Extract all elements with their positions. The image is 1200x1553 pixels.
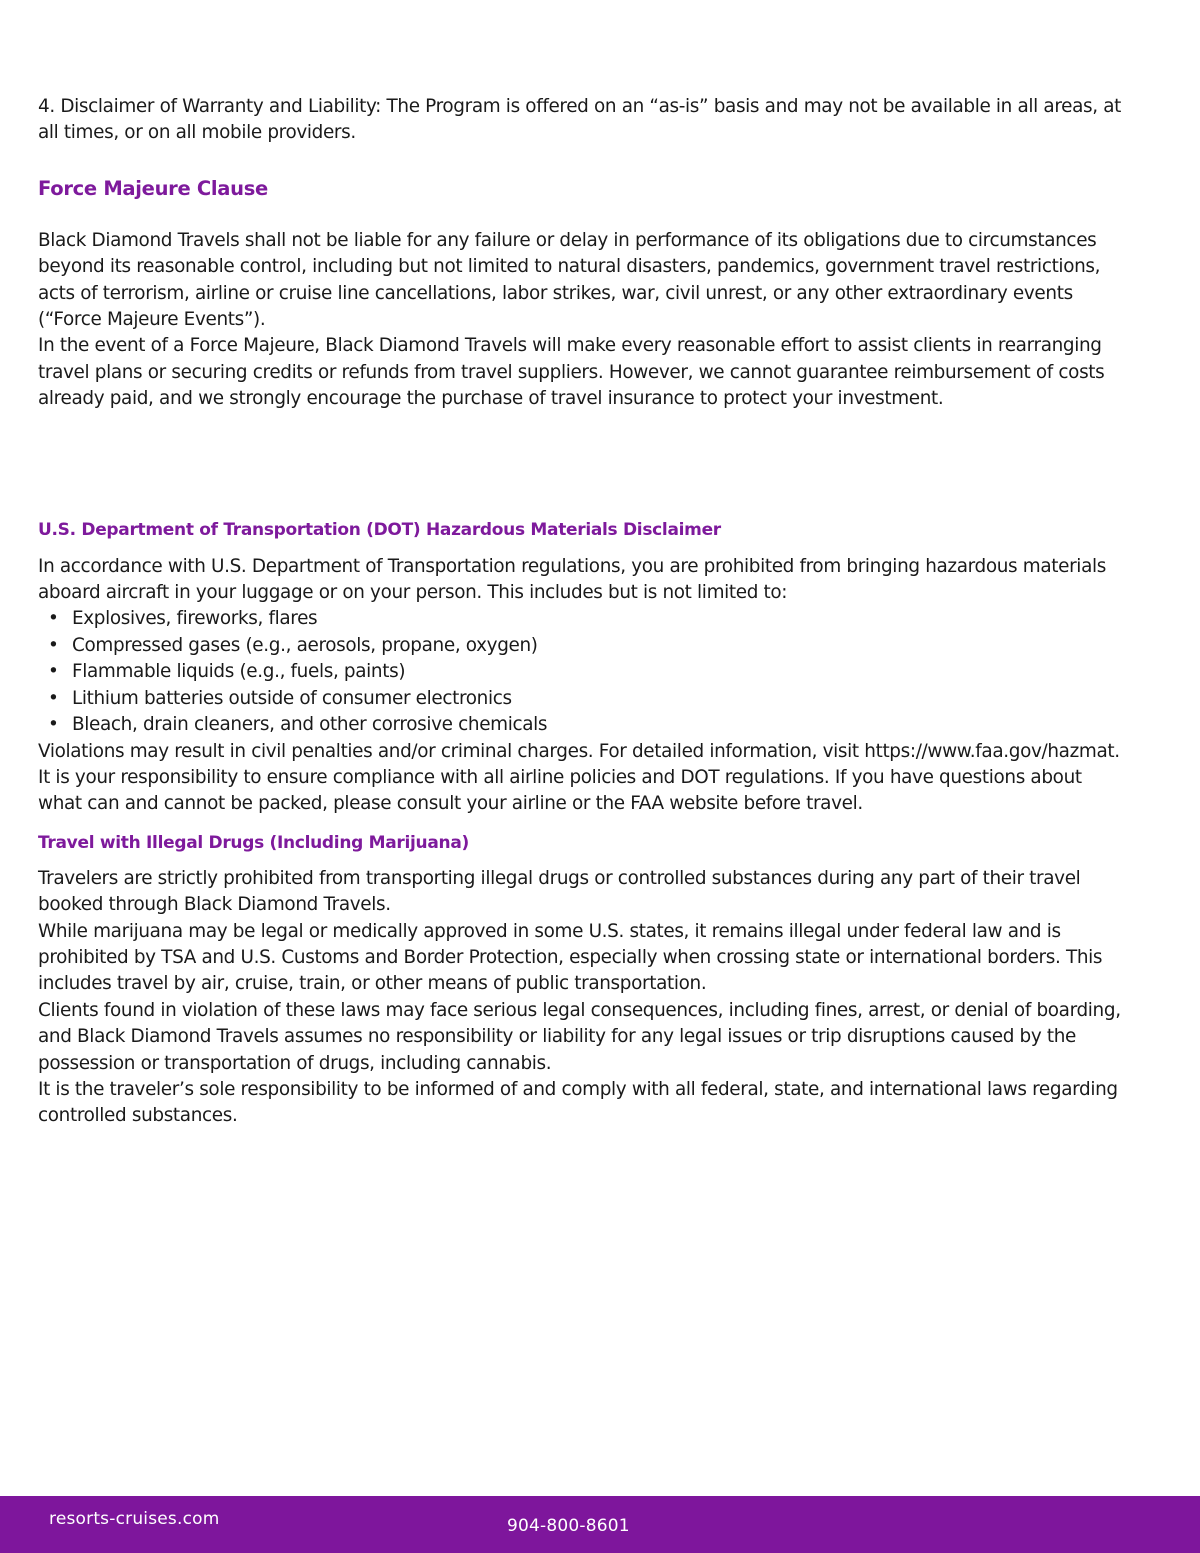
hazmat-responsibility-paragraph: It is your responsibility to ensure compliance with all airline policies and DOT regulations. If you have questions about what can and cannot be packed, please consult your airline or the FAA website before travel. (38, 766, 1082, 815)
drugs-paragraph-4: It is the traveler’s sole responsibility to be informed of and comply with all federal, state, and international laws regarding controlled substances. (38, 1078, 1118, 1127)
document-body (38, 94, 1128, 1130)
list-item: • Bleach, drain cleaners, and other corrosive chemicals (72, 712, 1128, 738)
hazmat-violations-paragraph: Violations may result in civil penalties and/or criminal charges. For detailed information, visit https://www.faa.gov/hazmat. (38, 740, 1120, 762)
list-item: • Compressed gases (e.g., aerosols, propane, oxygen) (72, 633, 1128, 659)
drugs-paragraph-2: While marijuana may be legal or medically approved in some U.S. states, it remains illegal under federal law and is prohibited by TSA and U.S. Customs and Border Protection, especially when crossing state or international borders. This includes travel by air, cruise, train, or other means of public transportation. (38, 920, 1103, 995)
footer-bar (0, 1496, 1200, 1553)
hazmat-intro-paragraph: In accordance with U.S. Department of Transportation regulations, you are prohibited from bringing hazardous materials aboard aircraft in your luggage or on your person. This includes but is not limited to: (38, 555, 1106, 604)
force-majeure-paragraph-2: In the event of a Force Majeure, Black Diamond Travels will make every reasonable effort to assist clients in rearranging travel plans or securing credits or refunds from travel suppliers. However, we cannot guarantee reimbursement of costs already paid, and we strongly encourage the purchase of travel insurance to protect your investment. (38, 335, 1105, 410)
drugs-paragraph-1: Travelers are strictly prohibited from transporting illegal drugs or controlled substances during any part of their travel booked through Black Diamond Travels. (38, 867, 1081, 916)
footer-website-link[interactable]: resorts-cruises.com (49, 1509, 220, 1529)
hazmat-heading: U.S. Department of Transportation (DOT) Hazardous Materials Disclaimer (38, 519, 721, 540)
hazmat-list (38, 606, 1128, 738)
list-item: • Lithium batteries outside of consumer electronics (72, 686, 1128, 712)
list-item: • Flammable liquids (e.g., fuels, paints) (72, 659, 1128, 685)
footer-phone-number[interactable]: 904-800-8601 (507, 1516, 630, 1536)
force-majeure-heading: Force Majeure Clause (38, 176, 268, 200)
drugs-heading: Travel with Illegal Drugs (Including Marijuana) (38, 832, 469, 853)
disclaimer-warranty-paragraph: 4. Disclaimer of Warranty and Liability: The Program is offered on an “as-is” basis and may not be available in all areas, at all times, or on all mobile providers. (38, 96, 1122, 144)
list-item: • Explosives, fireworks, flares (72, 606, 1128, 632)
force-majeure-paragraph-1: Black Diamond Travels shall not be liable for any failure or delay in performance of its obligations due to circumstances beyond its reasonable control, including but not limited to natural disasters, pandemics, government travel restrictions, acts of terrorism, airline or cruise line cancellations, labor strikes, war, civil unrest, or any other extraordinary events (“Force Majeure Events”). (38, 229, 1101, 331)
drugs-paragraph-3: Clients found in violation of these laws may face serious legal consequences, including fines, arrest, or denial of boarding, and Black Diamond Travels assumes no responsibility or liability for any legal issues or trip disruptions caused by the possession or transportation of drugs, including cannabis. (38, 999, 1121, 1074)
